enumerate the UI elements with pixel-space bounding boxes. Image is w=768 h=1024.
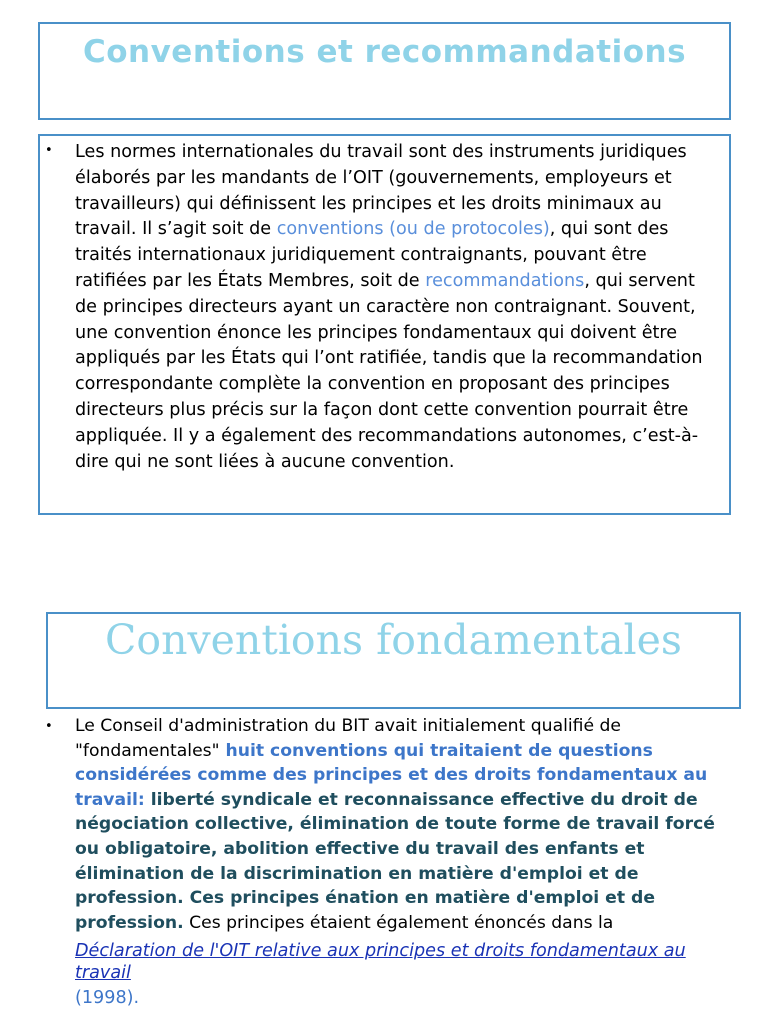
bullet-icon: •: [45, 719, 53, 734]
body-paragraph: [75, 140, 721, 475]
paragraph-text: , qui servent de principes directeurs ayant un caractère non contraignant. Souvent, une convention énonce les principes fondamentaux qui doivent être appliqués par les États qui l’ont ratifiée, tandis que la recommandation correspondante complète la convention en proposant des principes directeurs plus précis sur la façon dont cette convention pourrait être appliquée. Il y a également des recommandations autonomes, c’est-à-dire qui ne sont liées à aucune convention.: [75, 270, 703, 472]
highlight-conventions: conventions (ou de protocoles): [276, 219, 550, 240]
section-title-box: [46, 612, 741, 709]
highlight-huit-conventions: huit conventions qui traitaient de questions considérées comme des principes et des droits fondamentaux au travail:: [75, 740, 708, 810]
section-title: Conventions fondamentales: [105, 616, 682, 664]
bullet-icon: •: [45, 143, 53, 158]
section-title-box: [38, 22, 731, 120]
highlight-recommandations: recommandations: [425, 270, 585, 291]
paragraph-text: Les normes internationales du travail sont des instruments juridiques élaborés par les mandants de l’OIT (gouvernements, employeurs et travailleurs) qui définissent les principes et les droits minimaux au travail. Il s’agit soit de: [75, 142, 687, 240]
body-paragraph: [75, 714, 725, 935]
paragraph-text: Ces principes étaient également énoncés dans la: [183, 912, 614, 933]
declaration-year[interactable]: (1998).: [75, 988, 140, 1008]
declaration-link[interactable]: Déclaration de l'OIT relative aux principes et droits fondamentaux au travail: [75, 941, 686, 983]
section-title: Conventions et recommandations: [82, 34, 687, 70]
paragraph-text: Le Conseil d'administration du BIT avait initialement qualifié de "fondamentales": [75, 716, 621, 761]
paragraph-text: , qui sont des traités internationaux juridiquement contraignants, pouvant être ratifiées par les États Membres, soit de: [75, 219, 669, 291]
principles-list: liberté syndicale et reconnaissance effective du droit de négociation collective, élimination de toute forme de travail forcé ou obligatoire, abolition effective du travail des enfants et élimination de la discrimination en matière d'emploi et de profession. Ces principes énation en matière d'emploi et de profession.: [75, 789, 715, 933]
